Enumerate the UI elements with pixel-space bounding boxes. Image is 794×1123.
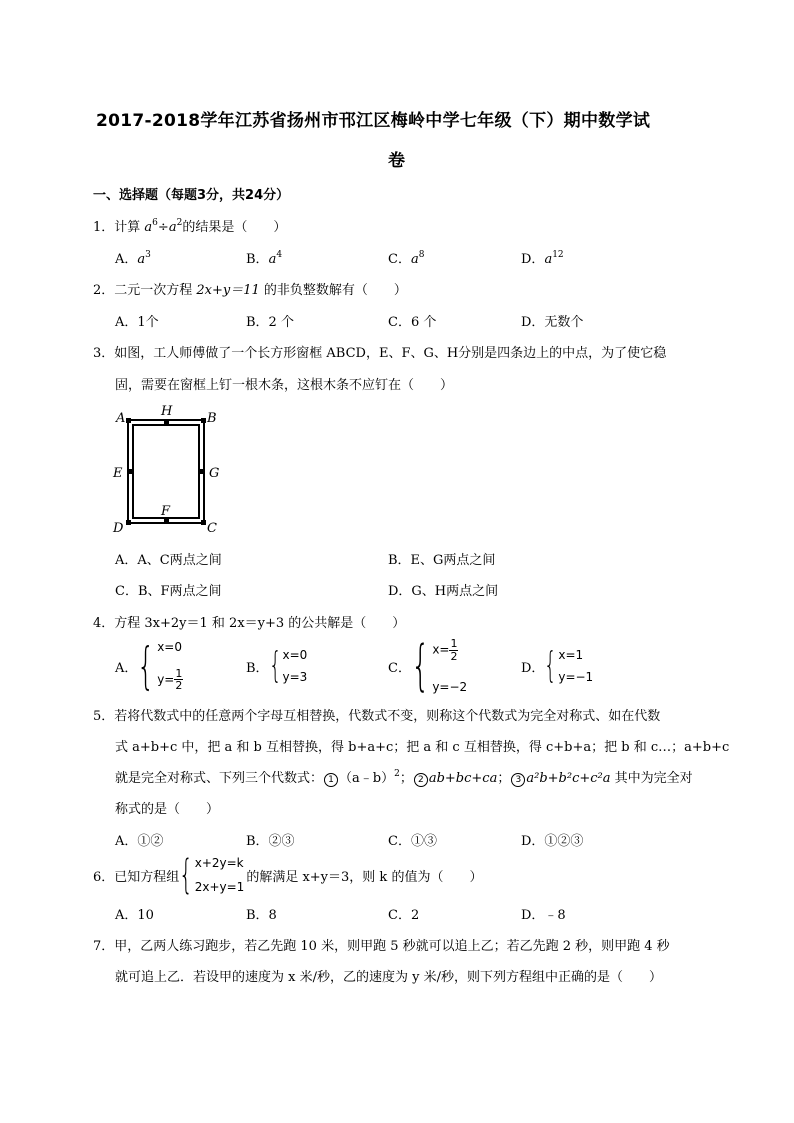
- q1-option-b[interactable]: B．$a^4$: [246, 250, 283, 267]
- q4-option-d[interactable]: D． { x=1 y=−1: [521, 645, 594, 686]
- label-b: B: [207, 411, 217, 426]
- q5-option-c[interactable]: C．①③: [388, 834, 437, 849]
- q3-option-b[interactable]: B．E、G两点之间: [388, 553, 496, 568]
- q2-option-b[interactable]: B．2 个: [246, 315, 294, 330]
- q2-option-c[interactable]: C．6 个: [388, 315, 437, 330]
- q1-option-a[interactable]: A．$a^3$: [115, 250, 151, 267]
- question-1: 1．计算 $a^6\div a^2$的结果是（ ）: [93, 218, 287, 235]
- question-2: 2．二元一次方程 2x+y＝11 的非负整数解有（ ）: [93, 283, 407, 298]
- q2-option-d[interactable]: D．无数个: [521, 315, 584, 330]
- corner-c: [201, 520, 206, 525]
- question-5-line4: 称式的是（ ）: [115, 802, 220, 817]
- page-title: 2017-2018学年江苏省扬州市邗江区梅岭中学七年级（下）期中数学试: [96, 111, 651, 131]
- question-7-line2: 就可追上乙．若设甲的速度为 x 米/秒，乙的速度为 y 米/秒，则下列方程组中正确的是（ ）: [115, 970, 662, 985]
- q6-option-d[interactable]: D．﹣8: [521, 908, 566, 923]
- q1-option-d[interactable]: D．$a^{12}$: [521, 250, 564, 267]
- q5-option-a[interactable]: A．①②: [115, 834, 164, 849]
- label-c: C: [207, 521, 217, 536]
- corner-d: [126, 520, 131, 525]
- q3-option-c[interactable]: C．B、F两点之间: [115, 584, 222, 599]
- label-d: D: [113, 521, 124, 536]
- label-h: H: [161, 404, 173, 419]
- question-5-line1: 5．若将代数式中的任意两个字母互相替换，代数式不变，则称这个代数式为完全对称式、如在代数: [93, 709, 661, 724]
- q3-option-a[interactable]: A．A、C两点之间: [115, 553, 222, 568]
- window-frame-figure: [108, 402, 226, 536]
- q3-option-d[interactable]: D．G、H两点之间: [388, 584, 499, 599]
- midpoint-h: [164, 419, 169, 424]
- label-a: A: [116, 411, 126, 426]
- corner-b: [201, 418, 206, 423]
- corner-a: [126, 418, 131, 423]
- q6-option-a[interactable]: A．10: [115, 908, 154, 923]
- label-f: F: [161, 504, 171, 519]
- q4-option-c[interactable]: C． { x= $\frac{1}{2}$ y=−2: [388, 634, 468, 697]
- q4-option-a[interactable]: A． { x=0 y= $\frac{1}{2}$: [115, 637, 183, 695]
- question-5-line2: 式 a+b+c 中，把 a 和 b 互相替换，得 b+a+c；把 a 和 c 互相替换，得 c+b+a；把 b 和 c…；a+b+c: [115, 740, 730, 755]
- q6-option-b[interactable]: B．8: [246, 908, 277, 923]
- label-e: E: [113, 466, 123, 481]
- q1-option-c[interactable]: C．$a^8$: [388, 250, 425, 267]
- q5-option-d[interactable]: D．①②③: [521, 834, 584, 849]
- midpoint-e: [128, 469, 133, 474]
- midpoint-f: [164, 519, 169, 524]
- q6-option-c[interactable]: C．2: [388, 908, 420, 923]
- q4-option-b[interactable]: B． { x=0 y=3: [246, 645, 308, 686]
- q2-option-a[interactable]: A．1个: [115, 315, 159, 330]
- midpoint-g: [199, 469, 204, 474]
- q5-option-b[interactable]: B．②③: [246, 834, 295, 849]
- question-7-line1: 7．甲，乙两人练习跑步，若乙先跑 10 米，则甲跑 5 秒就可以追上乙；若乙先跑 2 秒，则甲跑 4 秒: [93, 939, 670, 954]
- page-title-continued: 卷: [388, 151, 406, 171]
- question-6: 6．已知方程组 { x+2y=k 2x+y=1 的解满足 x+y＝3，则 k 的值为（ ）: [93, 852, 483, 898]
- section-heading: 一、选择题（每题3分，共24分）: [93, 188, 290, 203]
- question-3-line1: 3．如图，工人师傅做了一个长方形窗框 ABCD，E、F、G、H分别是四条边上的中点，为了使它稳: [93, 346, 667, 361]
- question-3-line2: 固，需要在窗框上钉一根木条，这根木条不应钉在（ ）: [115, 378, 454, 393]
- question-5-line3: 就是完全对称式、下列三个代数式： 1 （a﹣b）$^2$； 2 ab+bc+ca； 3 a²b+b²c+c²a 其中为完全对: [115, 769, 693, 786]
- label-g: G: [209, 466, 220, 481]
- question-4: 4．方程 3x+2y＝1 和 2x＝y+3 的公共解是（ ）: [93, 616, 406, 631]
